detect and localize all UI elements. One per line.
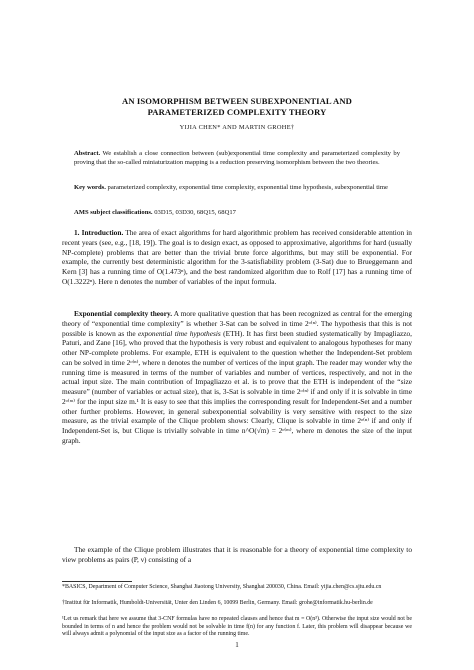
section-heading: 1. Introduction. [74,228,124,237]
keywords-label: Key words. [74,184,106,191]
paragraph-text: The example of the Clique problem illustrates that it is reasonable for a theory of exponential time complexity to view problems as pairs (P, ν) consisting of a [62,545,412,564]
abstract-label: Abstract. [74,150,101,157]
section-exponential-complexity [62,309,412,446]
ams-text: 03D15, 03D30, 68Q15, 68Q17 [154,209,236,216]
paragraph-text: The area of exact algorithms for hard algorithmic problem has received considerable attention in recent years (see, e.g., [18, 19]). The goal is to design exact, as opposed to approximative, algorithms for hard (usually NP-complete) problems that are better than the trivial brute force algorithms, but may still be exponential. For example, the currently best deterministic algorithm for the 3-satisfiability problem (3-Sat) due to Brueggemann and Kern [3] has a running time of O(1.473ⁿ), and the best randomized algorithm due to Rolf [17] has a running time of O(1.3222ⁿ). Here n denotes the number of variables of the input formula. [62,228,412,286]
paper-title [62,96,412,118]
footnote-1: ¹Let us remark that here we assume that 3-CNF formulas have no repeated clauses and hence that m = O(n³). Otherwise the input size would not be bounded in terms of n and hence the problem would not be solvable in time f(n) for any function f. Later, this problem will disappear because we will always admit a polynomial of the input size as a factor of the running time. [62,616,412,638]
section-introduction [62,228,412,287]
ams-label: AMS subject classifications. [74,209,153,216]
author-list: YIJIA CHEN* AND MARTIN GROHE† [179,124,295,131]
title-line-2: PARAMETERIZED COMPLEXITY THEORY [147,107,327,117]
section-clique-example [62,545,412,565]
page-number: 1 [235,641,239,649]
footnote-rule [62,581,132,582]
eth-term: exponential time hypothesis [138,328,221,338]
abstract [74,150,400,167]
footnote-author-2: †Institut für Informatik, Humboldt-Universität, Unter den Linden 6, 10099 Berlin, Germany. Email: grohe@informatik.hu-berlin.de [62,600,373,606]
keywords [74,184,400,193]
paragraph-text-a: A more qualitative question that has been recognized as central for the emerging theory of “exponential time complexity” is whether 3-Sat can be solved in time 2ᵒ⁽ⁿ⁾. The hypothesis that this is not possible is known as the [62,309,412,338]
title-line-1: AN ISOMORPHISM BETWEEN SUBEXPONENTIAL AND [122,96,352,106]
ams-classification [74,209,400,218]
paragraph-text-b: (ETH). It has first been studied systematically by Impagliazzo, Paturi, and Zane [16], who proved that the hypothesis is very robust and equivalent to analogous hypotheses for many other NP-complete problems. For example, ETH is equivalent to the question whether the Independent-Set problem can be solved in time 2ᵒ⁽ⁿ⁾, where n denotes the number of vertices of the input graph. The reader may wonder why the running time is measured in terms of the number of variables and number of vertices, respectively, and not in the actual input size. The main contribution of Impagliazzo et al. is to prove that the ETH is independent of the “size measure” (number of variables or actual size), that is, 3-Sat is solvable in time 2ᵒ⁽ⁿ⁾ if and only if it is solvable in time 2ᵒ⁽ᵐ⁾ for the input size m.¹ It is easy to see that this implies the corresponding result for Independent-Set and a number other further problems. However, in general subexponential solvability is very sensitive with respect to the size measure, as the trivial example of the Clique problem shows: Clearly, Clique is solvable in time 2ᵒ⁽ⁿ⁾ if and only if Independent-Set is, but Clique is trivially solvable in time n^O(√m) = 2ᵒ⁽ᵐ⁾, where m denotes the size of the input graph. [62,328,412,445]
keywords-text: parameterized complexity, exponential time complexity, exponential time hypothesis, subexponential time [107,184,388,191]
footnote-author-1: *BASICS, Department of Computer Science, Shanghai Jiaotong University, Shanghai 200030, China. Email: yijia.chen@cs.sjtu.edu.cn [62,584,382,590]
abstract-text: We establish a close connection between (sub)exponential time complexity and parameterized complexity by proving that the so-called miniaturization mapping is a reduction preserving isomorphism between the two theories. [74,150,401,166]
paragraph-heading: Exponential complexity theory. [74,309,173,318]
